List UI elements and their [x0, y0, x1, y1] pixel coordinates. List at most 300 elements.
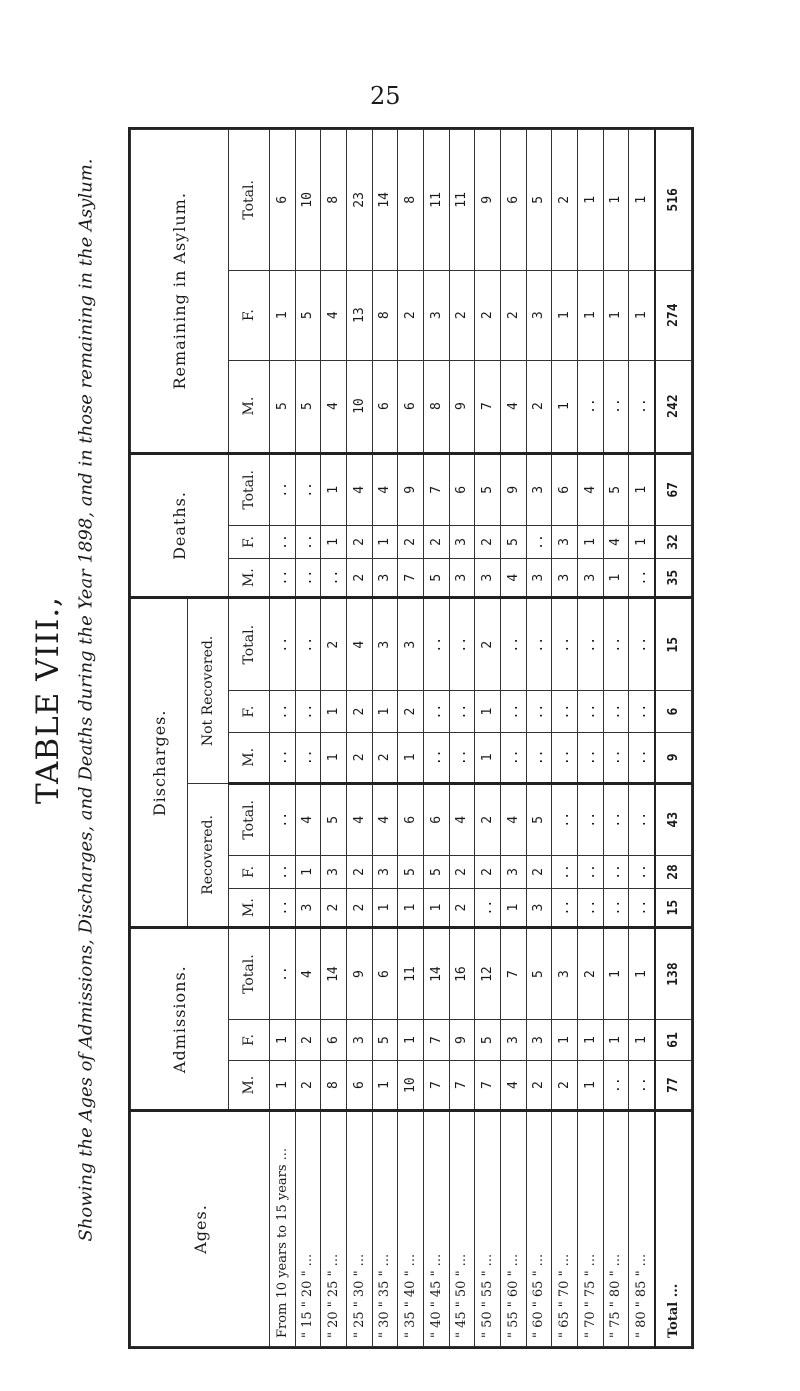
value-cell: 4	[500, 360, 526, 453]
value-cell: 16	[449, 928, 475, 1020]
column-header-m: M.	[229, 558, 270, 597]
value-cell: 1	[398, 1019, 424, 1060]
value-cell: 9	[346, 928, 372, 1020]
value-cell: 1	[270, 1061, 296, 1111]
value-cell: ..	[603, 888, 629, 927]
table-row	[321, 130, 347, 1347]
value-cell: 1	[603, 928, 629, 1020]
value-cell: 67	[655, 453, 692, 526]
value-cell: 1	[629, 130, 655, 271]
value-cell: 7	[423, 453, 449, 526]
value-cell: 4	[603, 526, 629, 559]
value-cell: 1	[321, 733, 347, 783]
value-cell: ..	[500, 733, 526, 783]
value-cell: ..	[295, 598, 321, 691]
age-range-label: " 40 " 45 " ...	[423, 1111, 449, 1347]
value-cell: 5	[526, 928, 552, 1020]
value-cell: 1	[475, 733, 501, 783]
table-row	[629, 130, 655, 1347]
value-cell: ..	[552, 598, 578, 691]
value-cell: ..	[552, 733, 578, 783]
value-cell: 1	[295, 856, 321, 889]
value-cell: ..	[449, 598, 475, 691]
admissions-header: Admissions.	[131, 928, 229, 1111]
value-cell: ..	[449, 733, 475, 783]
value-cell: 2	[577, 928, 603, 1020]
value-cell: 10	[398, 1061, 424, 1111]
value-cell: 3	[346, 1019, 372, 1060]
value-cell: 2	[372, 733, 398, 783]
value-cell: 9	[398, 453, 424, 526]
value-cell: 5	[603, 453, 629, 526]
value-cell: ..	[526, 598, 552, 691]
value-cell: 32	[655, 526, 692, 559]
value-cell: 6	[398, 783, 424, 856]
value-cell: 7	[475, 1061, 501, 1111]
value-cell: ..	[629, 856, 655, 889]
value-cell: 5	[526, 783, 552, 856]
value-cell: 1	[270, 1019, 296, 1060]
value-cell: ..	[629, 691, 655, 733]
value-cell: 1	[577, 130, 603, 271]
value-cell: ..	[603, 691, 629, 733]
value-cell: ..	[577, 598, 603, 691]
value-cell: ..	[500, 598, 526, 691]
column-header-m: M.	[229, 1061, 270, 1111]
value-cell: 3	[526, 270, 552, 360]
value-cell: 6	[372, 928, 398, 1020]
value-cell: ..	[603, 856, 629, 889]
value-cell: 4	[372, 783, 398, 856]
value-cell: 3	[500, 1019, 526, 1060]
table-title: TABLE VIII.,	[30, 595, 66, 805]
value-cell: 5	[270, 360, 296, 453]
value-cell: 1	[603, 558, 629, 597]
value-cell: 5	[475, 453, 501, 526]
value-cell: 15	[655, 888, 692, 927]
value-cell: 2	[449, 856, 475, 889]
value-cell: 11	[398, 928, 424, 1020]
age-range-label: " 70 " 75 " ...	[577, 1111, 603, 1347]
value-cell: 4	[321, 270, 347, 360]
value-cell: 2	[398, 526, 424, 559]
remaining-header: Remaining in Asylum.	[131, 130, 229, 454]
table-title-block	[20, 158, 97, 1242]
value-cell: 8	[321, 130, 347, 271]
value-cell: ..	[295, 526, 321, 559]
value-cell: 7	[449, 1061, 475, 1111]
table-row	[346, 130, 372, 1347]
value-cell: 2	[321, 888, 347, 927]
value-cell: 2	[346, 691, 372, 733]
value-cell: ..	[526, 691, 552, 733]
value-cell: ..	[629, 888, 655, 927]
age-range-label: Total ...	[655, 1111, 692, 1347]
table-row	[577, 130, 603, 1347]
table-row	[603, 130, 629, 1347]
value-cell: 3	[526, 453, 552, 526]
column-header-f: F.	[229, 691, 270, 733]
column-header-m: M.	[229, 888, 270, 927]
value-cell: ..	[270, 928, 296, 1020]
value-cell: 274	[655, 270, 692, 360]
value-cell: 3	[552, 526, 578, 559]
value-cell: 3	[526, 1019, 552, 1060]
value-cell: ..	[577, 733, 603, 783]
value-cell: 8	[398, 130, 424, 271]
value-cell: 9	[655, 733, 692, 783]
value-cell: 6	[500, 130, 526, 271]
value-cell: 5	[372, 1019, 398, 1060]
value-cell: 2	[346, 526, 372, 559]
value-cell: 1	[603, 270, 629, 360]
age-range-label: From 10 years to 15 years ...	[270, 1111, 296, 1347]
value-cell: 2	[295, 1019, 321, 1060]
value-cell: 4	[295, 928, 321, 1020]
age-table-grid	[130, 129, 692, 1347]
table-row	[398, 130, 424, 1347]
value-cell: 23	[346, 130, 372, 271]
value-cell: 1	[398, 733, 424, 783]
value-cell: 15	[655, 598, 692, 691]
value-cell: ..	[552, 783, 578, 856]
column-header-total: Total.	[229, 453, 270, 526]
value-cell: ..	[629, 558, 655, 597]
table-row	[423, 130, 449, 1347]
value-cell: 4	[372, 453, 398, 526]
age-range-label: " 15 " 20 " ...	[295, 1111, 321, 1347]
value-cell: 4	[500, 558, 526, 597]
value-cell: 3	[552, 928, 578, 1020]
value-cell: 1	[423, 888, 449, 927]
value-cell: 1	[372, 691, 398, 733]
value-cell: 6	[423, 783, 449, 856]
age-range-label: " 30 " 35 " ...	[372, 1111, 398, 1347]
value-cell: 242	[655, 360, 692, 453]
value-cell: 2	[475, 856, 501, 889]
value-cell: 10	[295, 130, 321, 271]
table-row	[475, 130, 501, 1347]
value-cell: 1	[500, 888, 526, 927]
value-cell: 4	[500, 1061, 526, 1111]
value-cell: ..	[295, 453, 321, 526]
value-cell: 1	[603, 1019, 629, 1060]
value-cell: 3	[321, 856, 347, 889]
discharges-header: Discharges.	[131, 598, 188, 928]
column-header-f: F.	[229, 856, 270, 889]
value-cell: ..	[500, 691, 526, 733]
value-cell: 2	[475, 526, 501, 559]
value-cell: ..	[270, 733, 296, 783]
value-cell: 8	[423, 360, 449, 453]
deaths-header: Deaths.	[131, 453, 229, 598]
value-cell: 2	[500, 270, 526, 360]
column-header-total: Total.	[229, 928, 270, 1020]
value-cell: 9	[500, 453, 526, 526]
value-cell: 13	[346, 270, 372, 360]
value-cell: 4	[321, 360, 347, 453]
table-row	[372, 130, 398, 1347]
value-cell: 4	[500, 783, 526, 856]
value-cell: 1	[372, 1061, 398, 1111]
value-cell: 2	[526, 360, 552, 453]
value-cell: 6	[398, 360, 424, 453]
value-cell: 8	[372, 270, 398, 360]
value-cell: 3	[526, 888, 552, 927]
column-header-total: Total.	[229, 783, 270, 856]
age-range-label: " 45 " 50 " ...	[449, 1111, 475, 1347]
value-cell: 1	[552, 270, 578, 360]
value-cell: ..	[423, 733, 449, 783]
not-recovered-header: Not Recovered.	[188, 598, 229, 783]
value-cell: 1	[398, 888, 424, 927]
value-cell: 2	[346, 888, 372, 927]
value-cell: 1	[552, 360, 578, 453]
value-cell: 61	[655, 1019, 692, 1060]
value-cell: 9	[475, 130, 501, 271]
age-range-label: " 25 " 30 " ...	[346, 1111, 372, 1347]
column-header-total: Total.	[229, 130, 270, 271]
value-cell: ..	[270, 691, 296, 733]
value-cell: 1	[577, 1019, 603, 1060]
value-cell: 5	[423, 558, 449, 597]
age-range-label: " 75 " 80 " ...	[603, 1111, 629, 1347]
value-cell: 5	[398, 856, 424, 889]
age-range-label: " 80 " 85 " ...	[629, 1111, 655, 1347]
value-cell: ..	[552, 888, 578, 927]
value-cell: 8	[321, 1061, 347, 1111]
value-cell: 3	[526, 558, 552, 597]
value-cell: 6	[270, 130, 296, 271]
value-cell: 1	[321, 453, 347, 526]
value-cell: 3	[372, 558, 398, 597]
column-header-f: F.	[229, 526, 270, 559]
value-cell: 7	[423, 1019, 449, 1060]
value-cell: ..	[295, 733, 321, 783]
value-cell: 1	[629, 928, 655, 1020]
value-cell: 2	[449, 270, 475, 360]
value-cell: 1	[603, 130, 629, 271]
value-cell: ..	[423, 598, 449, 691]
value-cell: 6	[552, 453, 578, 526]
value-cell: 4	[577, 453, 603, 526]
age-range-label: " 65 " 70 " ...	[552, 1111, 578, 1347]
value-cell: 7	[398, 558, 424, 597]
value-cell: ..	[423, 691, 449, 733]
value-cell: 1	[629, 1019, 655, 1060]
value-cell: ..	[577, 360, 603, 453]
value-cell: ..	[629, 733, 655, 783]
value-cell: 4	[295, 783, 321, 856]
value-cell: 3	[372, 856, 398, 889]
value-cell: 6	[321, 1019, 347, 1060]
value-cell: ..	[577, 691, 603, 733]
value-cell: 2	[552, 1061, 578, 1111]
value-cell: 2	[346, 733, 372, 783]
value-cell: 5	[526, 130, 552, 271]
value-cell: 1	[629, 526, 655, 559]
value-cell: 77	[655, 1061, 692, 1111]
value-cell: 3	[475, 558, 501, 597]
value-cell: 2	[526, 856, 552, 889]
column-header-m: M.	[229, 733, 270, 783]
value-cell: 2	[475, 270, 501, 360]
value-cell: 1	[321, 526, 347, 559]
value-cell: 7	[500, 928, 526, 1020]
value-cell: 10	[346, 360, 372, 453]
page-number: 25	[370, 82, 401, 110]
value-cell: ..	[577, 783, 603, 856]
age-range-label: " 35 " 40 " ...	[398, 1111, 424, 1347]
value-cell: ..	[321, 558, 347, 597]
value-cell: ..	[270, 526, 296, 559]
value-cell: 2	[398, 270, 424, 360]
value-cell: 9	[449, 360, 475, 453]
value-cell: 1	[372, 526, 398, 559]
value-cell: 1	[372, 888, 398, 927]
value-cell: ..	[603, 598, 629, 691]
value-cell: ..	[475, 888, 501, 927]
value-cell: ..	[577, 888, 603, 927]
value-cell: 1	[577, 526, 603, 559]
table-row	[552, 130, 578, 1347]
value-cell: ..	[270, 783, 296, 856]
value-cell: 12	[475, 928, 501, 1020]
value-cell: 2	[475, 598, 501, 691]
value-cell: 14	[423, 928, 449, 1020]
column-header-f: F.	[229, 1019, 270, 1060]
table-subtitle: Showing the Ages of Admissions, Discharges, and Deaths during the Year 1898, and in those remaining in the Asylum.	[75, 158, 97, 1242]
value-cell: 1	[321, 691, 347, 733]
value-cell: ..	[449, 691, 475, 733]
value-cell: ..	[295, 558, 321, 597]
value-cell: ..	[270, 888, 296, 927]
value-cell: ..	[552, 691, 578, 733]
value-cell: 3	[552, 558, 578, 597]
value-cell: 138	[655, 928, 692, 1020]
table-row	[270, 130, 296, 1347]
value-cell: 6	[372, 360, 398, 453]
value-cell: 11	[423, 130, 449, 271]
column-header-f: F.	[229, 270, 270, 360]
value-cell: 2	[346, 558, 372, 597]
value-cell: ..	[577, 856, 603, 889]
value-cell: ..	[526, 733, 552, 783]
value-cell: 1	[577, 270, 603, 360]
value-cell: ..	[629, 360, 655, 453]
total-row	[655, 130, 692, 1347]
value-cell: ..	[270, 598, 296, 691]
age-range-label: " 50 " 55 " ...	[475, 1111, 501, 1347]
value-cell: 7	[475, 360, 501, 453]
value-cell: 5	[500, 526, 526, 559]
table-row	[449, 130, 475, 1347]
value-cell: 3	[500, 856, 526, 889]
value-cell: 4	[449, 783, 475, 856]
value-cell: 5	[295, 270, 321, 360]
age-range-label: " 55 " 60 " ...	[500, 1111, 526, 1347]
value-cell: 5	[295, 360, 321, 453]
value-cell: 6	[449, 453, 475, 526]
age-table	[130, 129, 692, 1347]
value-cell: 43	[655, 783, 692, 856]
value-cell: ..	[629, 598, 655, 691]
value-cell: 1	[552, 1019, 578, 1060]
value-cell: 14	[372, 130, 398, 271]
value-cell: 3	[423, 270, 449, 360]
value-cell: 5	[475, 1019, 501, 1060]
rotated-table-frame	[128, 127, 694, 1349]
value-cell: ..	[526, 526, 552, 559]
table-row	[295, 130, 321, 1347]
value-cell: 3	[449, 526, 475, 559]
column-header-m: M.	[229, 360, 270, 453]
value-cell: 2	[475, 783, 501, 856]
table-row	[500, 130, 526, 1347]
value-cell: 2	[423, 526, 449, 559]
value-cell: ..	[295, 691, 321, 733]
value-cell: 2	[398, 691, 424, 733]
value-cell: 516	[655, 130, 692, 271]
value-cell: 3	[449, 558, 475, 597]
value-cell: 6	[655, 691, 692, 733]
value-cell: ..	[603, 1061, 629, 1111]
value-cell: 4	[346, 453, 372, 526]
value-cell: ..	[552, 856, 578, 889]
value-cell: 2	[552, 130, 578, 271]
value-cell: 3	[577, 558, 603, 597]
value-cell: 5	[321, 783, 347, 856]
value-cell: ..	[270, 558, 296, 597]
value-cell: 1	[270, 270, 296, 360]
value-cell: 4	[346, 598, 372, 691]
value-cell: 3	[398, 598, 424, 691]
value-cell: 1	[629, 453, 655, 526]
age-range-label: " 60 " 65 " ...	[526, 1111, 552, 1347]
value-cell: 7	[423, 1061, 449, 1111]
table-row	[526, 130, 552, 1347]
value-cell: ..	[629, 783, 655, 856]
value-cell: 2	[346, 856, 372, 889]
value-cell: 5	[423, 856, 449, 889]
value-cell: 2	[526, 1061, 552, 1111]
value-cell: 1	[629, 270, 655, 360]
value-cell: 9	[449, 1019, 475, 1060]
value-cell: 3	[295, 888, 321, 927]
value-cell: ..	[270, 453, 296, 526]
value-cell: 2	[449, 888, 475, 927]
value-cell: 3	[372, 598, 398, 691]
value-cell: ..	[270, 856, 296, 889]
value-cell: 11	[449, 130, 475, 271]
value-cell: 28	[655, 856, 692, 889]
recovered-header: Recovered.	[188, 783, 229, 928]
value-cell: 2	[321, 598, 347, 691]
value-cell: ..	[629, 1061, 655, 1111]
value-cell: ..	[603, 783, 629, 856]
value-cell: ..	[603, 360, 629, 453]
value-cell: ..	[603, 733, 629, 783]
value-cell: 35	[655, 558, 692, 597]
ages-header: Ages.	[131, 1111, 270, 1347]
age-range-label: " 20 " 25 " ...	[321, 1111, 347, 1347]
value-cell: 6	[346, 1061, 372, 1111]
value-cell: 14	[321, 928, 347, 1020]
value-cell: 4	[346, 783, 372, 856]
column-header-total: Total.	[229, 598, 270, 691]
value-cell: 2	[295, 1061, 321, 1111]
value-cell: 1	[475, 691, 501, 733]
